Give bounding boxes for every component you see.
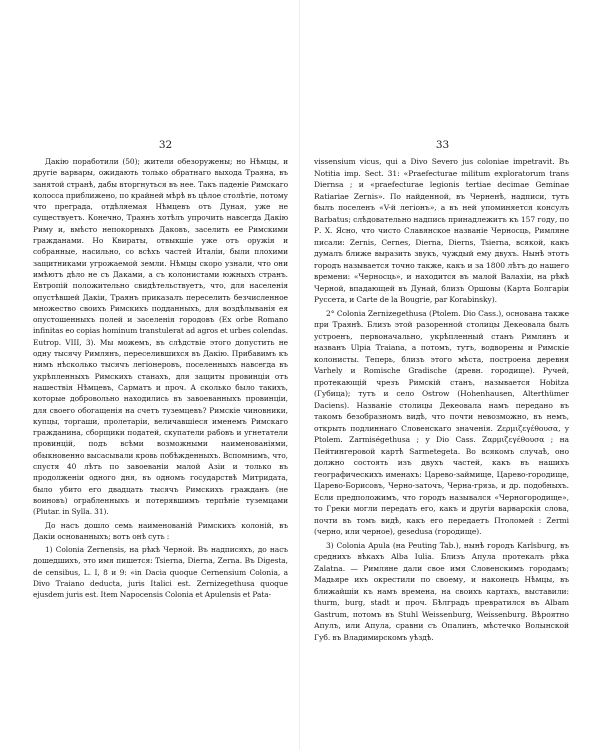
- page-number: 33: [435, 139, 450, 151]
- paragraph: 1) Colonia Zernensis, на рѣкѣ Черной. Въ надписяхъ, до насъ дошедшихъ, это имя пишется: Tsierna, Dierna, Zerna. Въ Digesta, de censibus, L. I, 8 и 9: «in Dacia quoque Cernensium Colonia, a Divo Traiano deducta, juris Italici est. Zernizegethusa quoque ejusdem juris est. Item Napocensis Colonia et Apulensis et Pata-: [33, 545, 288, 600]
- paragraph: До насъ дошло семь наименованій Римскихъ колоній, въ Дакіи основанныхъ; вотъ онѣ суть :: [33, 520, 288, 541]
- left-page: [33, 138, 288, 601]
- paragraph: 3) Colonia Apula (на Peuting Tab.), нынѣ городъ Karlsburg, въ среднихъ вѣкахъ Alba Iulia. Близъ Апула протекалъ рѣка Zalatna. — Римляне дали свое имя Словенскимъ городамъ; Мадьяре ихъ окрестили по своему, и наконецъ Нѣмцы, въ ближайшіи къ намъ времена, на своихъ картахъ, выставили: thurm, burg, stadt и проч. Бѣлградъ превратился въ Albam Gastrum, потомъ въ Stuhl Weissenburg, Weissenburg. Вѣроятно Апулъ, или Апула, сравни съ Опалинъ, мѣстечко Волынской Губ. въ Владимирскомъ уѣздѣ.: [314, 540, 569, 642]
- page-number: 32: [158, 139, 173, 151]
- page-gutter: [299, 0, 300, 750]
- paragraph: vissensium vicus, qui a Divo Severo jus coloniae impetravit. Въ Notitia imp. Sect. 31: «Praefecturae militum exploratorum trans Diernsa ; и «praefecturae legionis tertiae decimae Geminae Ratiariae Zernis». По найденной, въ Черненѣ, надписи, тутъ былъ поселенъ «V-й легіонъ», а въ ней упоминяется консулъ Barbatus; слѣдовательно надпись принадлежитъ къ 157 году, по Р. Х. Ясно, что чисто Славянское названіе Черносць, Римляне писали: Zernis, Cernes, Dierna, Dierns, Tsierna, всякой, какъ думалъ ближе выразить звукъ, чуждый ему двухъ. Нынѣ этотъ городъ называется точно также, какъ и за 1800 лѣтъ до нашего времени: «Черносць», и находится въ малой Валахіи, на рѣкѣ Черной, впадающей въ Дунай, близъ Оршовы (Карта Болгаріи Руссета, и Carte de la Bougrie, par Korabinsky).: [314, 157, 569, 304]
- right-page: [314, 138, 569, 643]
- paragraph: 2° Colonia Zernizegethusa (Ptolem. Dio Cass.), основана также при Траянѣ. Близъ этой разоренной столицы Декеовала былъ устроенъ, первоначально, укрѣпленный станъ Римлянъ и названъ Ulpia Traiana, а потомъ, тутъ, водворены и Римскіе колонисты. Теперь, близъ этого мѣста, построена деревня Varhely и Romische Gradische (древн. городище). Ручей, протекающій чрезъ Римскій станъ, называется Hobitza (Губица); тутъ и село Ostrow (Hohenhausen, Alterthümer Daciens). Названіе столицы Декеовала намъ передано въ такомъ безобразномъ видѣ, что почти невозможно, въ немъ, открыть подлиннаго Словенскаго значенія. Ζερμιζεγέθουσα, у Ptolem. Zarmiségethusa ; у Dio Cass. Ζαρμιζεγέθουσα ; на Пейтингеровой картѣ Sarmetegeta. Во всякомъ случаѣ, оно должно состоять изъ двухъ частей, какъ въ нашихъ географическихъ именахъ: Царево-займище, Царево-городище, Царево-Борисовъ, Черно-заточъ, Черна-грязь, и др. подобныхъ. Если предположимъ, что городъ назывался «Черногородище», то Греки могли передать его, какъ и другія варварскія слова, почти въ томъ видѣ, какъ его передаетъ Птоломей : Zermi (черно, или черное), gesedusa (городище).: [314, 308, 569, 536]
- paragraph: Дакію поработили (50); жители обезоружены; но Нѣмцы, и другіе варвары, ожидають только обратнаго выхода Траяна, въ занятой странѣ, дабы вторгнуться въ нее. Такъ паденіе Римскаго колосса приближено, по крайней мѣрѣ въ цѣлое столѣтіе, потому что преграда, отдѣляемая Нѣмцевъ отъ Дуная, уже не существуетъ. Конечно, Траянъ хотѣлъ упрочить навсегда Дакію Риму и, вмѣсто непокорныхъ Даковъ, заселить ее Римскими гражданами. Но Квираты, отвыкшіе уже отъ оружія и собранные, насильно, со всѣхъ частей Италіи, были плохими защитниками угрожаемой земли. Нѣмцы скоро узнали, что они имѣютъ дѣло не съ Даками, а съ колонистами южныхъ странъ. Евтропій положительно свидѣтельствуетъ, что, для населенія опустѣвшей Дакіи, Траянъ приказалъ переселить безчисленное множество своихъ Римскихъ подданныхъ, для воздѣлыванія ея опустошенныхъ полей и заселенія городовъ (Ex orbe Romano infinitas eo copias hominum transtulerat ad agros et urbes colendas. Eutrop. VIII, 3). Мы можемъ, въ слѣдствіе этого допустить не одну тысячу Римлянъ, переселившихся въ Дакію. Прибавимъ къ нимъ нѣсколько тысячъ легіонеровъ, поселенныхъ навсегда въ укрѣпленныхъ Римскихъ станахъ, для защиты провинціи отъ нашествія Нѣмцевъ, Сарматъ и проч. А сколько было такихъ, которые добровольно находились въ завоеванныхъ провинціи, для своего обогащенія на счетъ туземцевъ? Римскіе чиновники, купцы, торгаши, пролетаріи, величавшіеся именемъ Римскаго гражданина, сборщики податей, скупатели рабовъ и угнетатели провинцій, подъ всѣми возможными наименованіями, обыкновенно высасывали кровь побѣжденныхъ. Вспомнимъ, что, спустя 40 лѣтъ по завоеваніи малой Азіи и только въ продолженіи одного дня, въ одномъ государствѣ Митридата, было убито его двадцать тысячъ Римскихъ гражданъ (не воиновъ) ограбленныхъ и потерявшимъ терпѣніе туземцами (Plutar. in Sylla. 31).: [33, 157, 288, 517]
